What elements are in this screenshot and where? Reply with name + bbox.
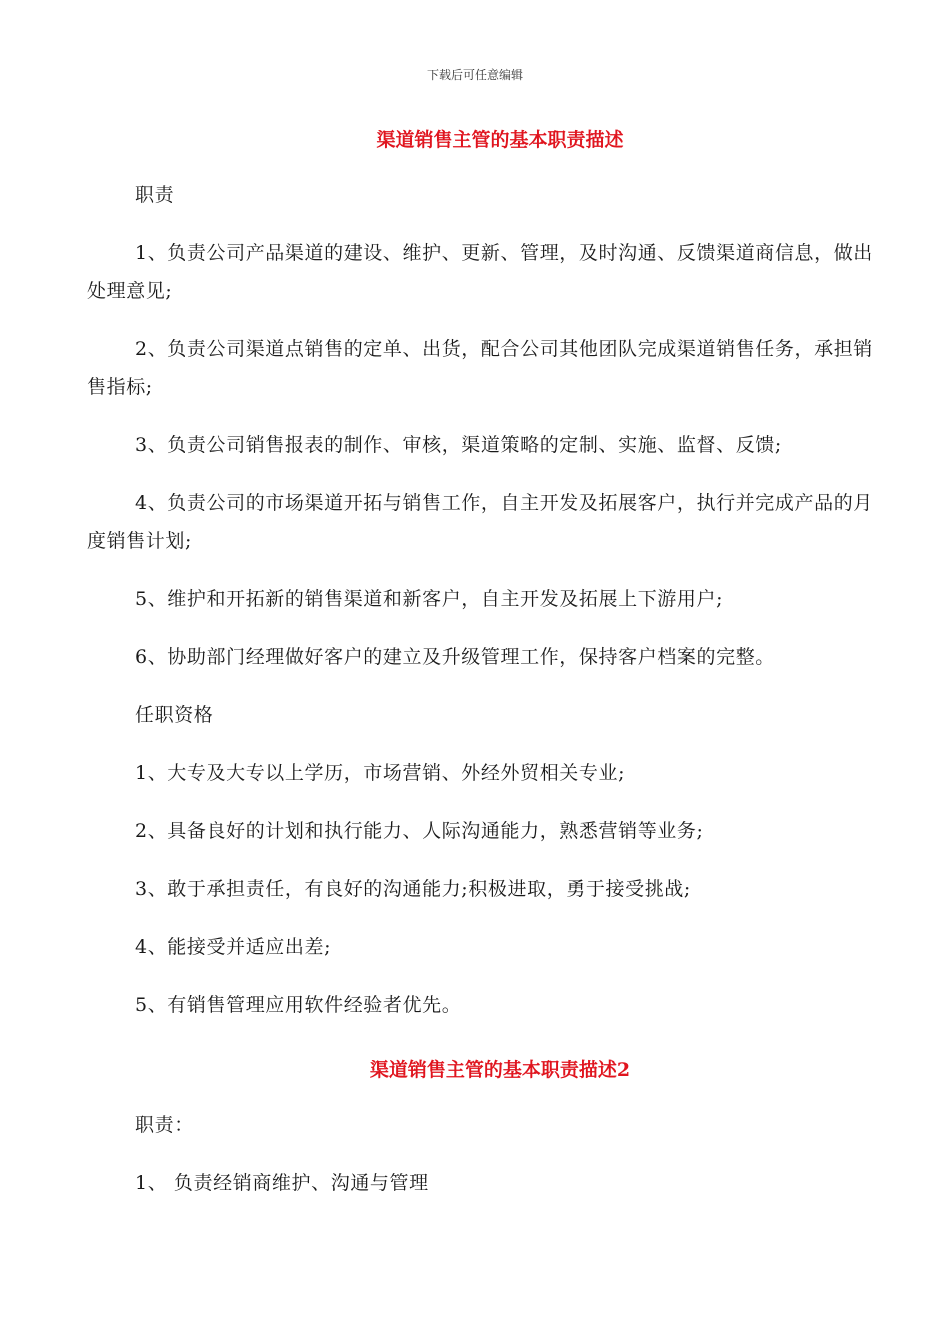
section-heading-qualifications: 任职资格 (135, 704, 214, 726)
qualification-item-1: 1、大专及大专以上学历，市场营销、外经外贸相关专业; (135, 762, 626, 784)
qualification-item-3: 3、敢于承担责任，有良好的沟通能力;积极进取，勇于接受挑战; (135, 878, 691, 900)
section-heading-duties: 职责 (135, 184, 175, 206)
duty2-item-1: 1、 负责经销商维护、沟通与管理 (135, 1172, 429, 1194)
page-header: 下载后可任意编辑 (426, 68, 523, 82)
duty-item-6: 6、协助部门经理做好客户的建立及升级管理工作，保持客户档案的完整。 (135, 646, 775, 668)
document-title-2: 渠道销售主管的基本职责描述2 (369, 1059, 631, 1081)
duty-item-4: 4、负责公司的市场渠道开拓与销售工作，自主开发及拓展客户，执行并完成产品的月度销售计划; (87, 492, 873, 552)
qualification-item-4: 4、能接受并适应出差; (135, 936, 332, 958)
duty-item-5: 5、维护和开拓新的销售渠道和新客户，自主开发及拓展上下游用户; (135, 588, 724, 610)
section-heading-duties-2: 职责： (135, 1114, 194, 1136)
document-title: 渠道销售主管的基本职责描述 (376, 129, 624, 151)
qualification-item-5: 5、有销售管理应用软件经验者优先。 (135, 994, 462, 1016)
duty-item-1: 1、负责公司产品渠道的建设、维护、更新、管理，及时沟通、反馈渠道商信息，做出处理意见; (87, 242, 873, 302)
duty-item-2: 2、负责公司渠道点销售的定单、出货，配合公司其他团队完成渠道销售任务，承担销售指标; (87, 338, 873, 398)
qualification-item-2: 2、具备良好的计划和执行能力、人际沟通能力，熟悉营销等业务; (135, 820, 704, 842)
duty-item-3: 3、负责公司销售报表的制作、审核，渠道策略的定制、实施、监督、反馈; (135, 434, 782, 456)
